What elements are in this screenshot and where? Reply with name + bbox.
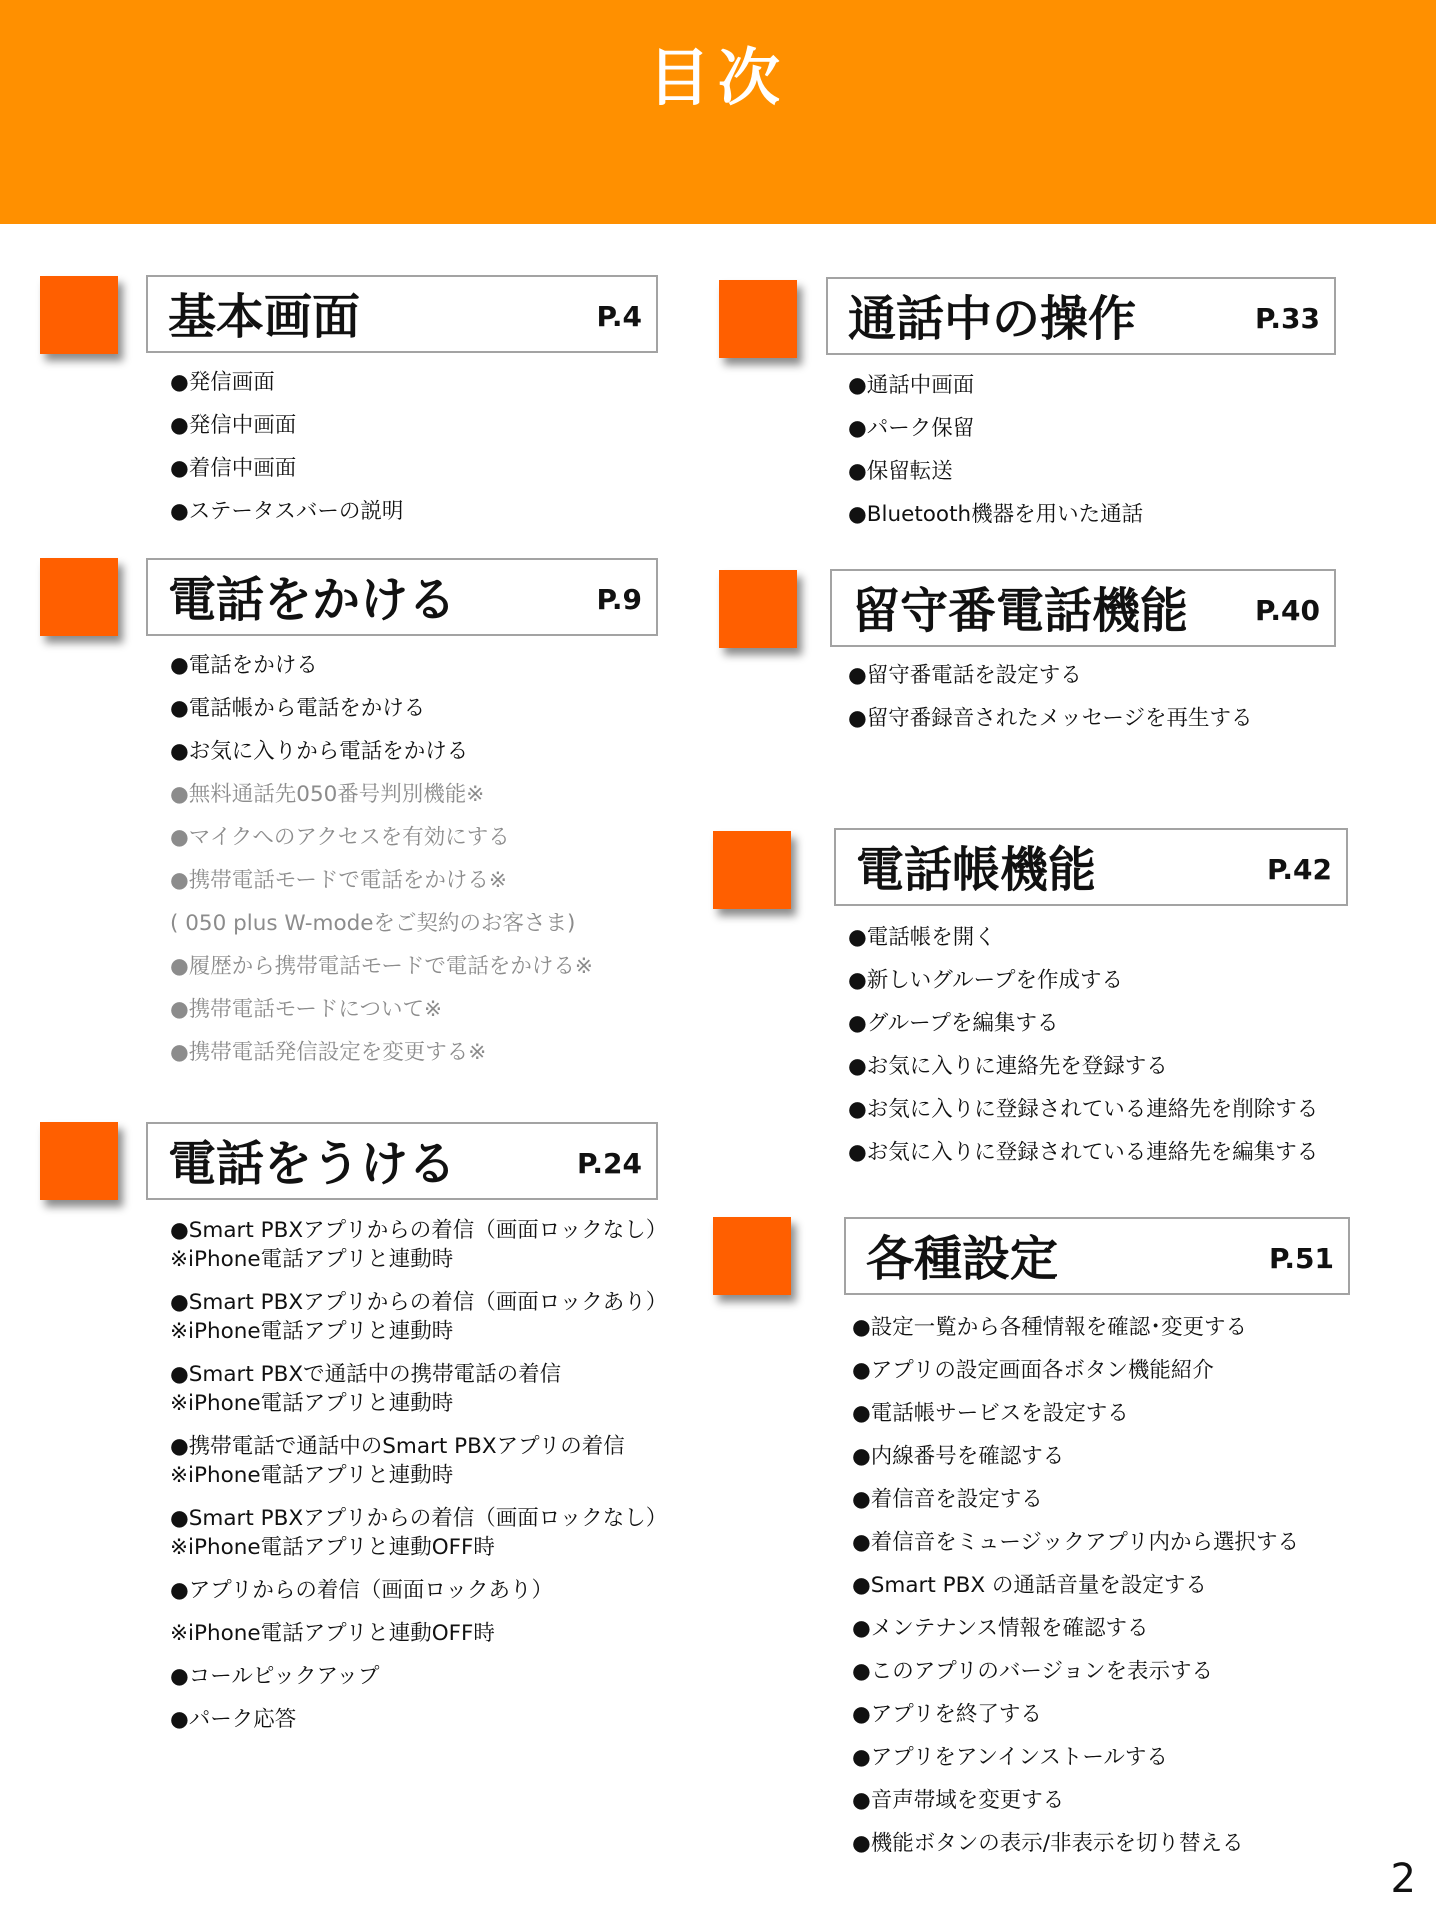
list-item[interactable]: ●お気に入りに連絡先を登録する bbox=[848, 1054, 1168, 1079]
section-items-during bbox=[848, 364, 1143, 536]
list-item[interactable]: ●グループを編集する bbox=[848, 1011, 1059, 1036]
section-items-receive bbox=[170, 1216, 667, 1748]
section-page-ref: P.33 bbox=[1255, 302, 1320, 335]
section-page-ref: P.42 bbox=[1267, 853, 1332, 886]
list-item[interactable]: ●発信画面 bbox=[170, 370, 275, 395]
section-marker-during bbox=[719, 280, 797, 358]
list-item[interactable]: ●電話帳サービスを設定する bbox=[852, 1401, 1129, 1426]
list-item[interactable]: ●携帯電話モードについて※ bbox=[170, 997, 442, 1022]
section-marker-settings bbox=[713, 1217, 791, 1295]
section-page-ref: P.51 bbox=[1269, 1242, 1334, 1275]
list-item-note: ※iPhone電話アプリと連動時 bbox=[170, 1247, 454, 1272]
list-item-note: ※iPhone電話アプリと連動時 bbox=[170, 1391, 454, 1416]
list-item-note: ※iPhone電話アプリと連動OFF時 bbox=[170, 1621, 495, 1646]
list-item[interactable]: ●設定一覧から各種情報を確認･変更する bbox=[852, 1315, 1248, 1340]
list-item[interactable]: ●留守番電話を設定する bbox=[848, 663, 1082, 688]
list-item[interactable]: ●保留転送 bbox=[848, 459, 953, 484]
section-marker-basic bbox=[40, 276, 118, 354]
section-header-phonebook[interactable] bbox=[834, 828, 1348, 906]
list-item[interactable]: ●Smart PBX の通話音量を設定する bbox=[852, 1573, 1207, 1598]
section-header-basic[interactable] bbox=[146, 275, 658, 353]
list-item-note: ( 050 plus W-modeをご契約のお客さま) bbox=[170, 911, 576, 936]
list-item[interactable]: ●ステータスバーの説明 bbox=[170, 499, 404, 524]
section-title: 基本画面 bbox=[168, 289, 361, 345]
list-item[interactable]: ●お気に入りに登録されている連絡先を編集する bbox=[848, 1140, 1319, 1165]
list-item[interactable]: ●携帯電話で通話中のSmart PBXアプリの着信 bbox=[170, 1434, 625, 1459]
list-item[interactable]: ●通話中画面 bbox=[848, 373, 975, 398]
list-item[interactable]: ●メンテナンス情報を確認する bbox=[852, 1616, 1149, 1641]
list-item[interactable]: ●機能ボタンの表示/非表示を切り替える bbox=[852, 1831, 1244, 1856]
list-item[interactable]: ●アプリをアンインストールする bbox=[852, 1745, 1168, 1770]
list-item[interactable]: ●音声帯域を変更する bbox=[852, 1788, 1065, 1813]
section-header-during[interactable] bbox=[826, 277, 1336, 355]
list-item[interactable]: ●Smart PBXアプリからの着信（画面ロックなし） bbox=[170, 1506, 668, 1531]
section-items-voicemail bbox=[848, 654, 1252, 740]
section-marker-call bbox=[40, 558, 118, 636]
list-item[interactable]: ●お気に入りから電話をかける bbox=[170, 739, 469, 764]
list-item[interactable]: ●履歴から携帯電話モードで電話をかける※ bbox=[170, 954, 593, 979]
section-title: 電話帳機能 bbox=[856, 842, 1097, 898]
page-title: 目次 bbox=[647, 41, 788, 114]
section-title: 電話をかける bbox=[168, 572, 457, 628]
section-items-basic bbox=[170, 361, 403, 533]
section-items-call bbox=[170, 644, 593, 1074]
section-header-receive[interactable] bbox=[146, 1122, 658, 1200]
section-marker-voicemail bbox=[719, 570, 797, 648]
list-item[interactable]: ●Smart PBXで通話中の携帯電話の着信 bbox=[170, 1362, 562, 1387]
section-title: 通話中の操作 bbox=[848, 291, 1137, 347]
section-marker-phonebook bbox=[713, 831, 791, 909]
list-item[interactable]: ●このアプリのバージョンを表示する bbox=[852, 1659, 1214, 1684]
list-item[interactable]: ●Smart PBXアプリからの着信（画面ロックなし） bbox=[170, 1218, 668, 1243]
list-item-note: ※iPhone電話アプリと連動時 bbox=[170, 1463, 454, 1488]
list-item[interactable]: ●電話をかける bbox=[170, 653, 318, 678]
section-title: 電話をうける bbox=[168, 1136, 457, 1192]
list-item[interactable]: ●着信音を設定する bbox=[852, 1487, 1043, 1512]
list-item[interactable]: ●マイクへのアクセスを有効にする bbox=[170, 825, 510, 850]
list-item[interactable]: ●新しいグループを作成する bbox=[848, 968, 1124, 993]
section-page-ref: P.24 bbox=[577, 1147, 642, 1180]
page-number: 2 bbox=[1390, 1856, 1416, 1902]
list-item[interactable]: ●着信音をミュージックアプリ内から選択する bbox=[852, 1530, 1300, 1555]
section-page-ref: P.40 bbox=[1255, 594, 1320, 627]
list-item[interactable]: ●電話帳を開く bbox=[848, 925, 996, 950]
list-item[interactable]: ●留守番録音されたメッセージを再生する bbox=[848, 706, 1253, 731]
list-item[interactable]: ●電話帳から電話をかける bbox=[170, 696, 426, 721]
list-item[interactable]: ●携帯電話モードで電話をかける※ bbox=[170, 868, 507, 893]
list-item-note: ※iPhone電話アプリと連動OFF時 bbox=[170, 1535, 495, 1560]
section-header-call[interactable] bbox=[146, 558, 658, 636]
list-item[interactable]: ●内線番号を確認する bbox=[852, 1444, 1065, 1469]
list-item[interactable]: ●パーク保留 bbox=[848, 416, 975, 441]
list-item[interactable]: ●パーク応答 bbox=[170, 1707, 297, 1732]
section-items-settings bbox=[852, 1306, 1299, 1865]
section-marker-receive bbox=[40, 1122, 118, 1200]
list-item[interactable]: ●アプリの設定画面各ボタン機能紹介 bbox=[852, 1358, 1214, 1383]
list-item[interactable]: ●アプリを終了する bbox=[852, 1702, 1042, 1727]
section-page-ref: P.9 bbox=[596, 583, 642, 616]
list-item[interactable]: ●無料通話先050番号判別機能※ bbox=[170, 782, 485, 807]
list-item[interactable]: ●アプリからの着信（画面ロックあり） bbox=[170, 1578, 553, 1603]
list-item[interactable]: ●発信中画面 bbox=[170, 413, 297, 438]
header-banner bbox=[0, 0, 1436, 224]
section-items-phonebook bbox=[848, 916, 1318, 1174]
section-header-settings[interactable] bbox=[844, 1217, 1350, 1295]
list-item[interactable]: ●コールピックアップ bbox=[170, 1664, 380, 1689]
section-header-voicemail[interactable] bbox=[830, 569, 1336, 647]
section-title: 各種設定 bbox=[866, 1231, 1059, 1287]
section-title: 留守番電話機能 bbox=[852, 583, 1189, 639]
list-item[interactable]: ●お気に入りに登録されている連絡先を削除する bbox=[848, 1097, 1319, 1122]
list-item[interactable]: ●Smart PBXアプリからの着信（画面ロックあり） bbox=[170, 1290, 668, 1315]
list-item[interactable]: ●携帯電話発信設定を変更する※ bbox=[170, 1040, 487, 1065]
list-item-note: ※iPhone電話アプリと連動時 bbox=[170, 1319, 454, 1344]
section-page-ref: P.4 bbox=[596, 300, 642, 333]
list-item[interactable]: ●Bluetooth機器を用いた通話 bbox=[848, 502, 1144, 527]
list-item[interactable]: ●着信中画面 bbox=[170, 456, 297, 481]
